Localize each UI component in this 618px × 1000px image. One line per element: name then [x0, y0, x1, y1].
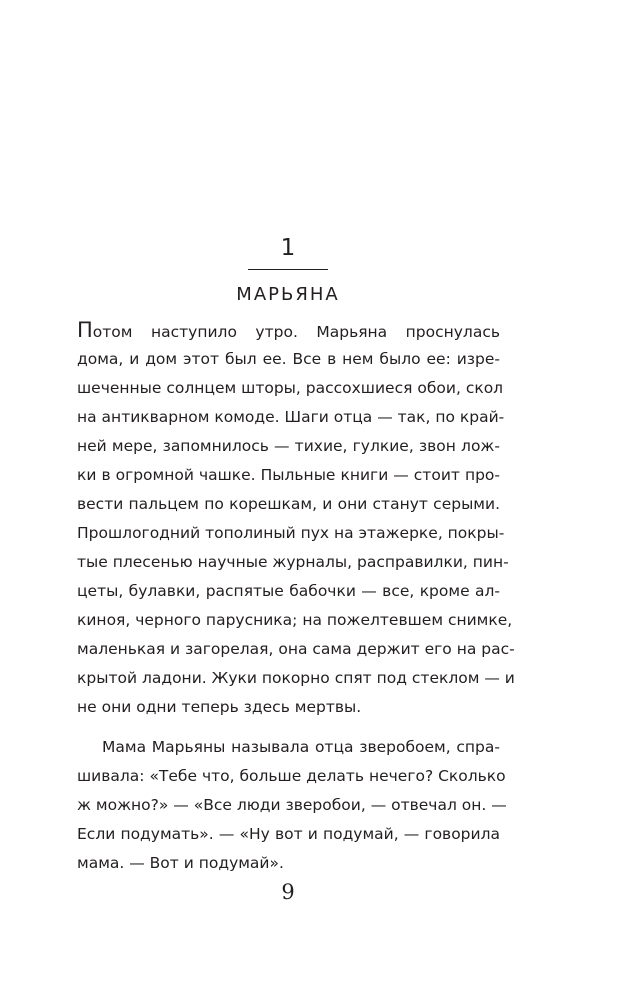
text-line: маленькая и загорелая, она сама держит его на рас- [77, 640, 515, 658]
text-line: цеты, булавки, распятые бабочки — все, кроме ал- [77, 582, 500, 600]
text-line: Если подумать». — «Ну вот и подумай, — говорила [77, 825, 500, 843]
chapter-title: МАРЬЯНА [236, 284, 340, 305]
text-line: шивала: «Тебе что, больше делать нечего? Сколько [77, 767, 506, 785]
text-line: ней мере, запомнилось — тихие, гулкие, звон лож- [77, 437, 500, 455]
paragraph-1 [77, 316, 515, 722]
text-line: вести пальцем по корешкам, и они станут серыми. [77, 495, 500, 513]
text-line: на антикварном комоде. Шаги отца — так, по край- [77, 408, 505, 426]
text-line: Мама Марьяны называла отца зверобоем, спра- [102, 738, 500, 756]
initial-letter: П [77, 318, 93, 342]
text-line: не они одни теперь здесь мертвы. [77, 698, 362, 716]
text-line: шеченные солнцем шторы, рассохшиеся обои, скол [77, 379, 504, 397]
text-line: Прошлогодний тополиный пух на этажерке, покры- [77, 524, 505, 542]
text-line: мама. — Вот и подумай». [77, 854, 284, 872]
text-line: киноя, черного парусника; на пожелтевшем снимке, [77, 611, 513, 629]
text-line: тые плесенью научные журналы, расправилки, пин- [77, 553, 509, 571]
paragraph-2 [77, 733, 507, 878]
text-line: ки в огромной чашке. Пыльные книги — стоит про- [77, 466, 500, 484]
text-line: дома, и дом этот был ее. Все в нем было ее: изре- [77, 350, 500, 368]
chapter-number: 1 [280, 235, 296, 261]
text-line: Потом наступило утро. Марьяна проснулась [77, 318, 500, 342]
chapter-divider [248, 269, 328, 270]
text-line: крытой ладони. Жуки покорно спят под стеклом — и [77, 669, 515, 687]
page-number: 9 [281, 880, 295, 904]
text-line: ж можно?» — «Все люди зверобои, — отвечал он. — [77, 796, 507, 814]
